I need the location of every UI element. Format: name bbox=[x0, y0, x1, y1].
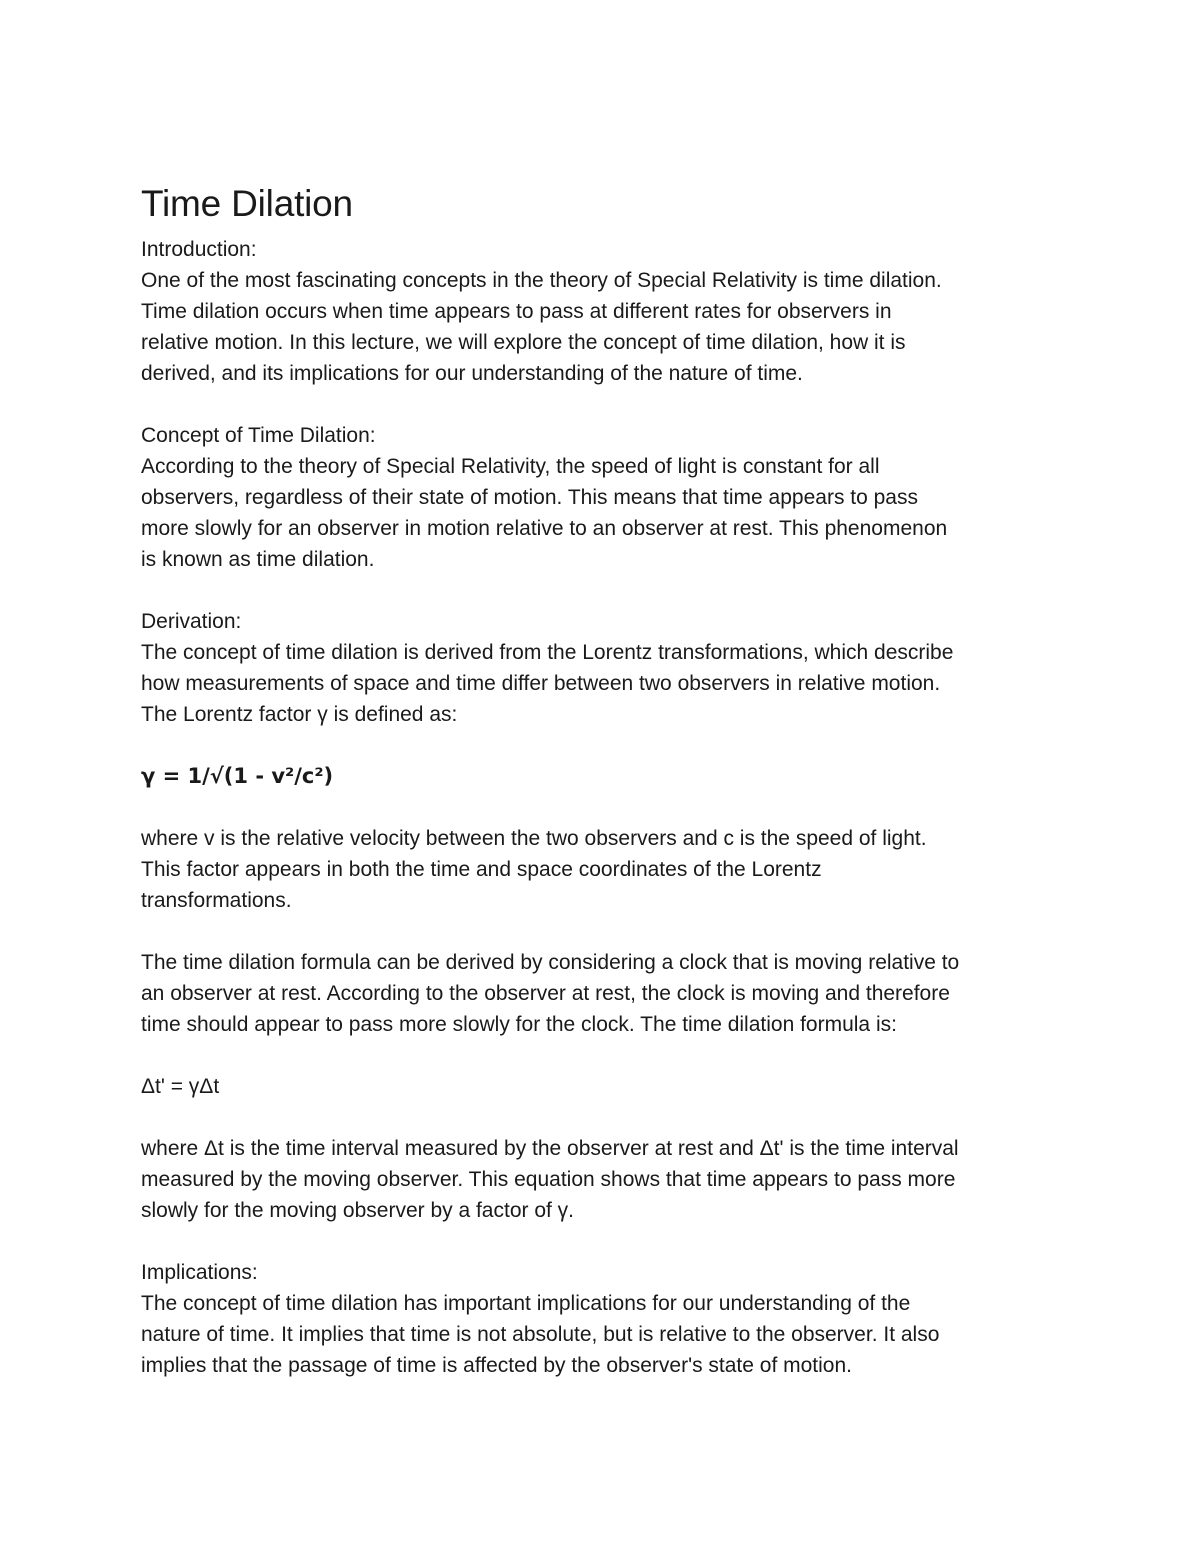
concept-heading: Concept of Time Dilation: bbox=[141, 424, 376, 447]
clock-derivation-text: The time dilation formula can be derived by considering a clock that is moving relative to an observer at rest. According to the observer at rest, the clock is moving and therefore time should appear to pass more slowly for the clock. The time dilation formula is: bbox=[141, 951, 960, 1036]
document-page bbox=[141, 180, 1071, 1381]
paragraph-spacer bbox=[141, 792, 1071, 823]
paragraph-spacer bbox=[141, 389, 1071, 420]
derivation-heading: Derivation: bbox=[141, 610, 242, 633]
concept-body: According to the theory of Special Relativity, the speed of light is constant for all observers, regardless of their state of motion. This means that time appears to pass more slowly for an observer in motion relative to an observer at rest. This phenomenon is known as time dilation. bbox=[141, 455, 948, 571]
derivation-body: The concept of time dilation is derived from the Lorentz transformations, which describe how measurements of space and time differ between two observers in relative motion. The Lorentz factor γ is defined as: bbox=[141, 641, 954, 726]
formula-explanation: where Δt is the time interval measured by the observer at rest and Δt' is the time interval measured by the moving observer. This equation shows that time appears to pass more slowly for the moving observer by a factor of γ. bbox=[141, 1137, 959, 1222]
implications-body: The concept of time dilation has important implications for our understanding of the nature of time. It implies that time is not absolute, but is relative to the observer. It also implies that the passage of time is affected by the observer's state of motion. bbox=[141, 1292, 940, 1377]
paragraph-spacer bbox=[141, 916, 1071, 947]
document-title: Time Dilation bbox=[141, 183, 353, 224]
time-dilation-formula: Δt' = γΔt bbox=[141, 1075, 220, 1098]
paragraph-spacer bbox=[141, 575, 1071, 606]
introduction-heading: Introduction: bbox=[141, 238, 257, 261]
lorentz-explanation: where v is the relative velocity between the two observers and c is the speed of light. This factor appears in both the time and space coordinates of the Lorentz transformations. bbox=[141, 827, 927, 912]
paragraph-spacer bbox=[141, 1226, 1071, 1257]
lorentz-factor-formula: γ = 1/√(1 - v²/c²) bbox=[141, 764, 334, 788]
paragraph-spacer bbox=[141, 730, 1071, 761]
introduction-body: One of the most fascinating concepts in the theory of Special Relativity is time dilation. Time dilation occurs when time appears to pass at different rates for observers in relative motion. In this lecture, we will explore the concept of time dilation, how it is derived, and its implications for our understanding of the nature of time. bbox=[141, 269, 942, 385]
implications-heading: Implications: bbox=[141, 1261, 258, 1284]
paragraph-spacer bbox=[141, 1040, 1071, 1071]
paragraph-spacer bbox=[141, 1102, 1071, 1133]
